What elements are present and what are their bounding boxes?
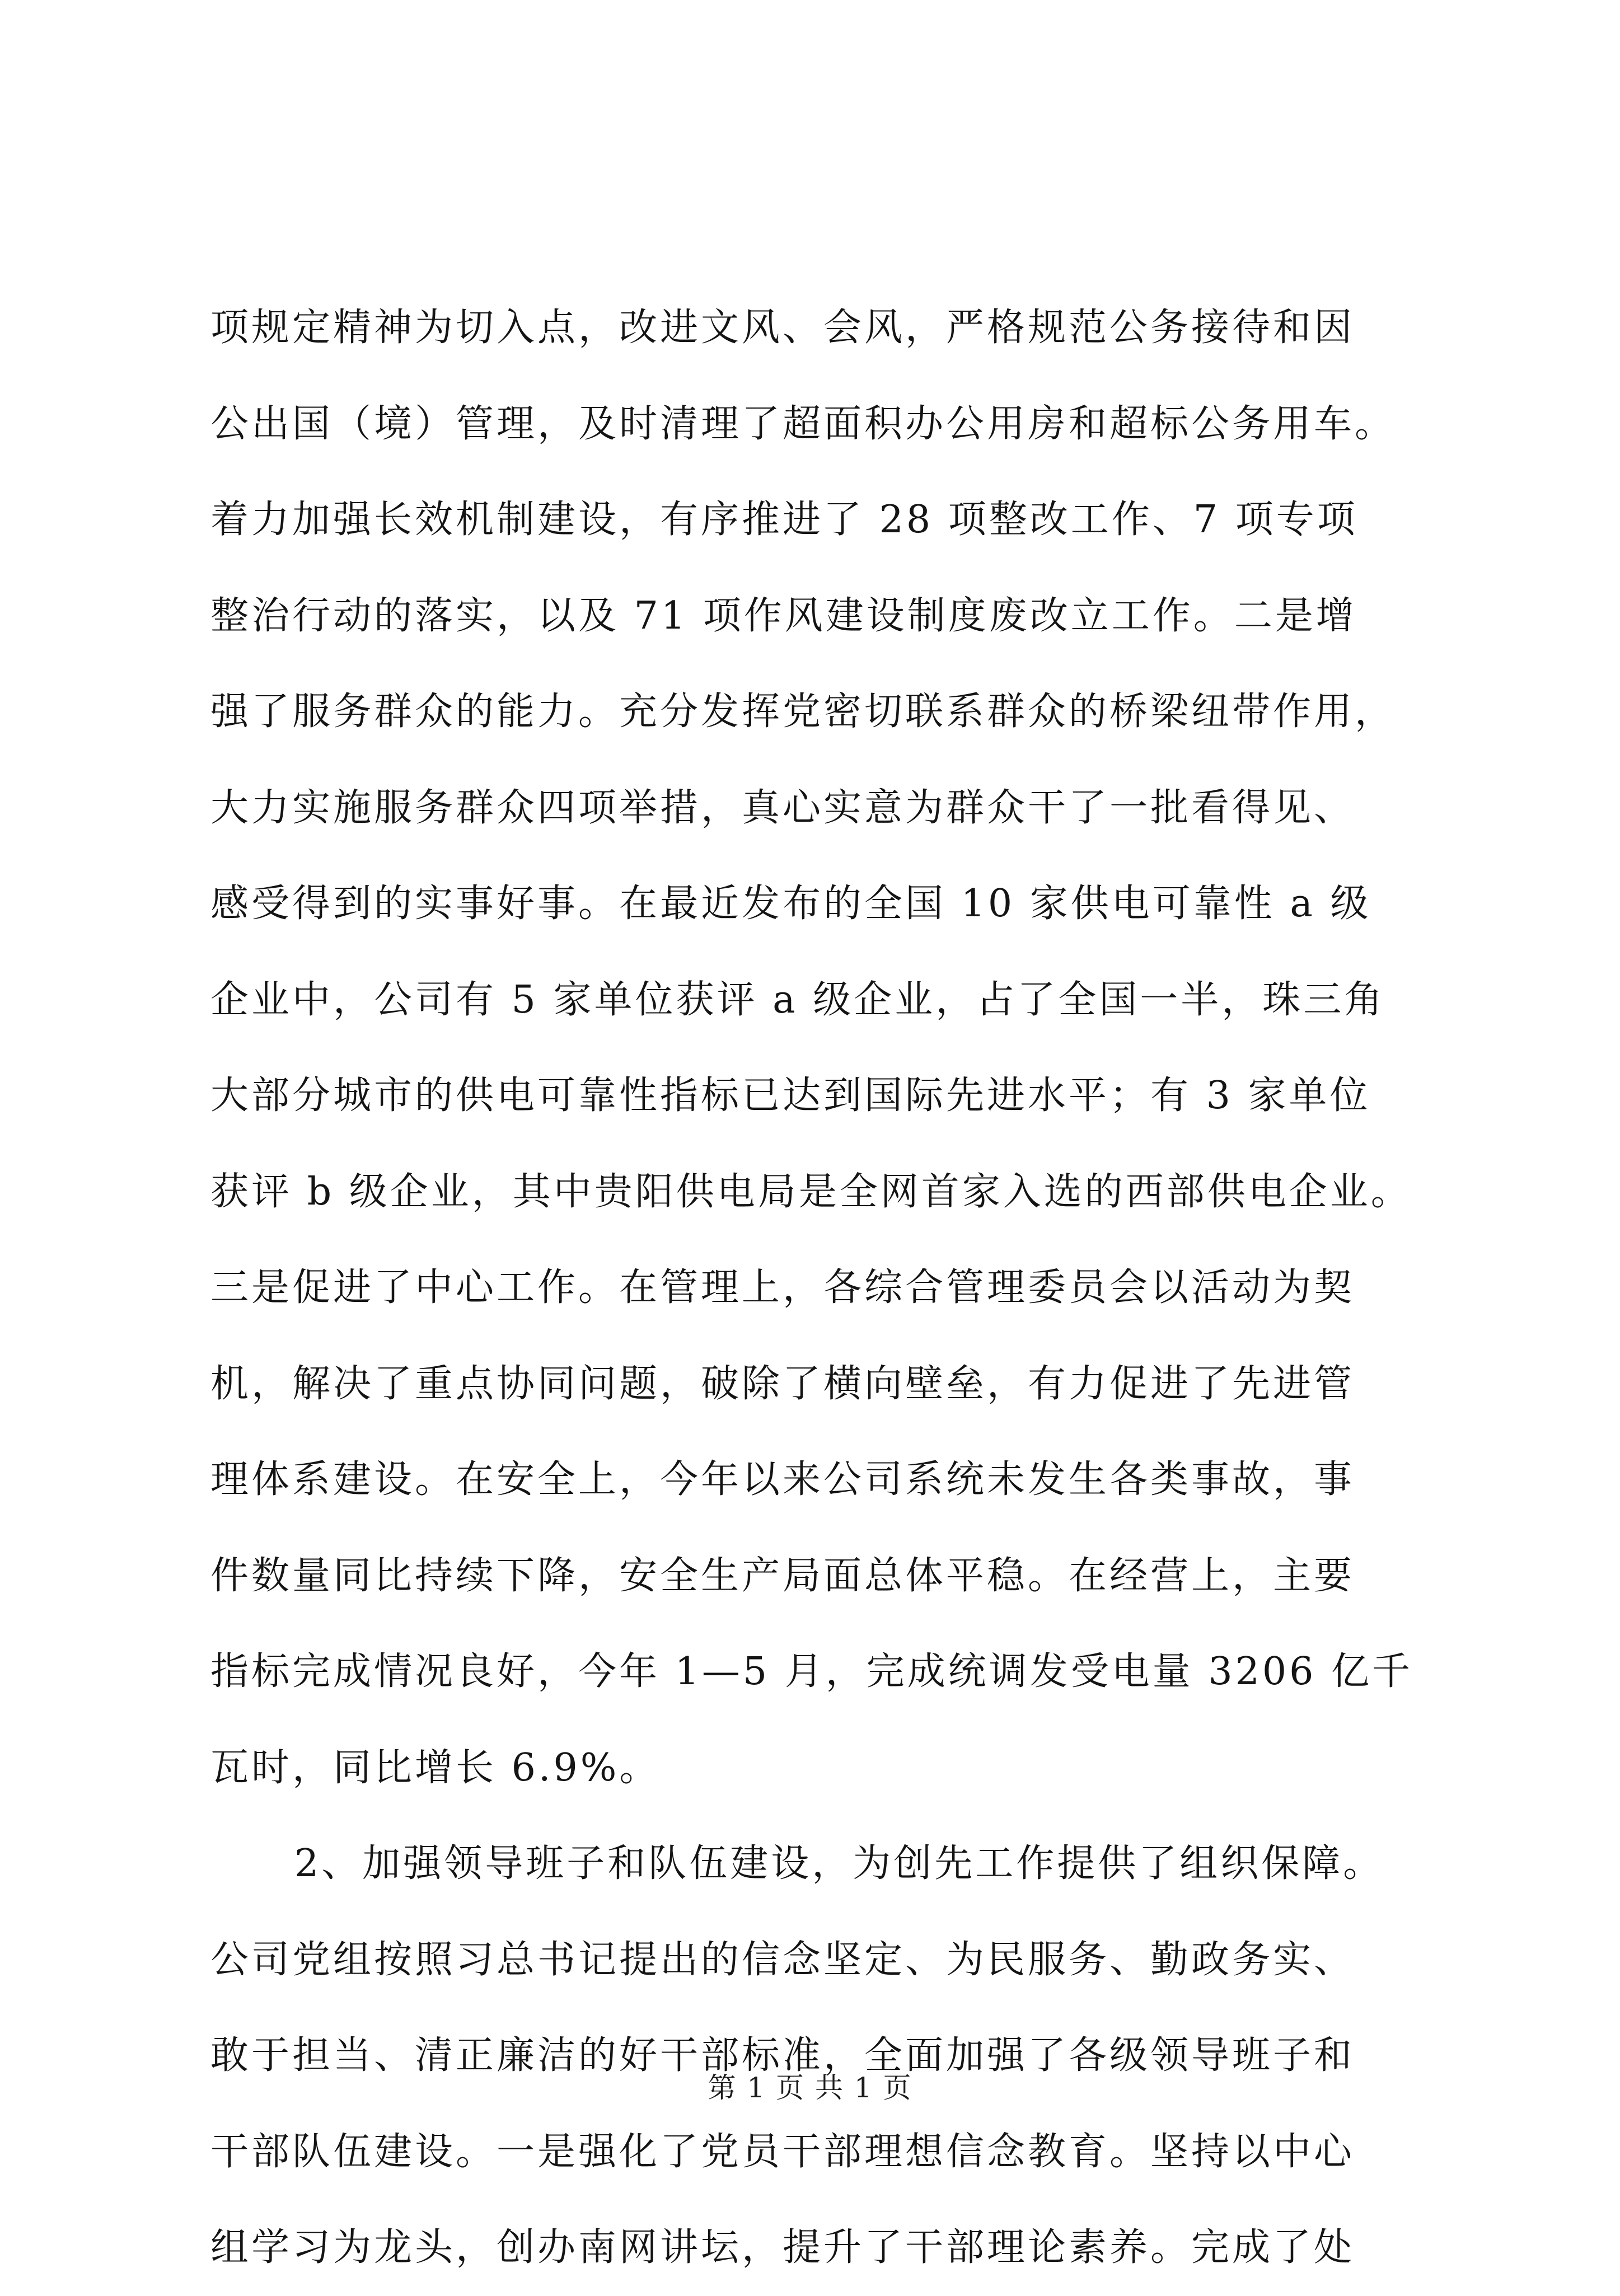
text-line: 组学习为龙头，创办南网讲坛，提升了干部理论素养。完成了处 (210, 2225, 1355, 2270)
text-line: 瓦时，同比增长 6.9%。 (210, 1745, 661, 1790)
text-line: 理体系建设。在安全上，今年以来公司系统未发生各类事故，事 (210, 1458, 1355, 1502)
text-line: 获评 b 级企业，其中贵阳供电局是全网首家入选的西部供电企业。 (210, 1169, 1412, 1214)
text-line: 公出国（境）管理，及时清理了超面积办公用房和超标公务用车。 (210, 401, 1396, 446)
text-line: 感受得到的实事好事。在最近发布的全国 10 家供电可靠性 a 级 (210, 882, 1371, 926)
text-line: 公司党组按照习总书记提出的信念坚定、为民服务、勤政务实、 (210, 1937, 1355, 1982)
text-line: 件数量同比持续下降，安全生产局面总体平稳。在经营上，主要 (210, 1553, 1355, 1598)
text-line: 项规定精神为切入点，改进文风、会风，严格规范公务接待和因 (210, 306, 1355, 350)
text-line: 企业中，公司有 5 家单位获评 a 级企业，占了全国一半，珠三角 (210, 977, 1385, 1022)
text-line: 大力实施服务群众四项举措，真心实意为群众干了一批看得见、 (210, 785, 1355, 830)
paragraph-heading-line: 2、加强领导班子和队伍建设，为创先工作提供了组织保障。 (294, 1842, 1384, 1886)
text-line: 指标完成情况良好，今年 1—5 月，完成统调发受电量 3206 亿千 (210, 1650, 1413, 1694)
document-body (210, 280, 1414, 2296)
text-line: 干部队伍建设。一是强化了党员干部理想信念教育。坚持以中心 (210, 2129, 1355, 2174)
text-line: 着力加强长效机制建设，有序推进了 28 项整改工作、7 项专项 (210, 498, 1358, 542)
text-line: 敢于担当、清正廉洁的好干部标准，全面加强了各级领导班子和 (210, 2033, 1355, 2078)
text-line: 机，解决了重点协同问题，破除了横向壁垒，有力促进了先进管 (210, 1361, 1355, 1406)
text-line: 整治行动的落实，以及 71 项作风建设制度废改立工作。二是增 (210, 593, 1357, 638)
text-line: 强了服务群众的能力。充分发挥党密切联系群众的桥梁纽带作用， (210, 690, 1396, 734)
text-line: 三是促进了中心工作。在管理上，各综合管理委员会以活动为契 (210, 1266, 1355, 1310)
page-number-footer: 第 1 页 共 1 页 (708, 2072, 912, 2104)
text-line: 大部分城市的供电可靠性指标已达到国际先进水平；有 3 家单位 (210, 1074, 1371, 1118)
